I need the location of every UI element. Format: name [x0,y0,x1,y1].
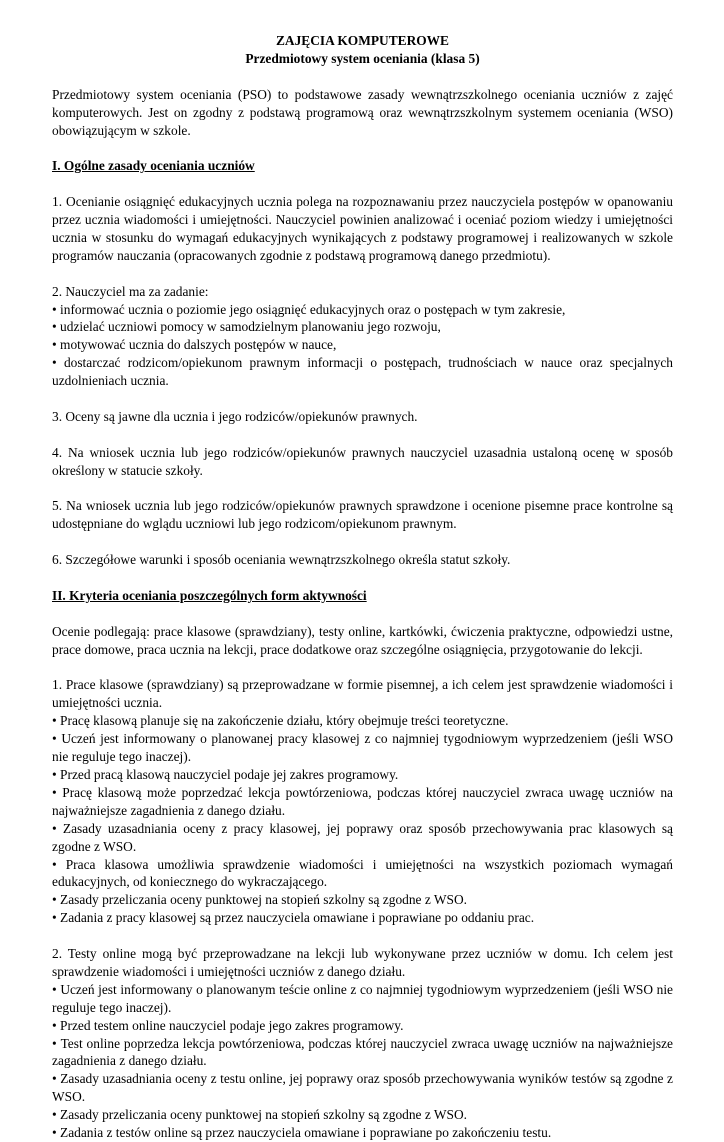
section-1-point-4: 4. Na wniosek ucznia lub jego rodziców/opiekunów prawnych nauczyciel uzasadnia ustaloną ocenę w sposób określony w statucie szkoły. [52,444,673,478]
list-item: • Przed pracą klasową nauczyciel podaje jej zakres programowy. [52,766,673,784]
section-1-point-5: 5. Na wniosek ucznia lub jego rodziców/opiekunów prawnych sprawdzone i ocenione pisemne prace kontrolne są udostępniane do wglądu uczniowi lub jego rodzicom/opiekunom prawnym. [52,498,673,532]
section-1-heading: I. Ogólne zasady oceniania uczniów [52,158,255,174]
section-1-point-6: 6. Szczegółowe warunki i sposób oceniania wewnątrzszkolnego określa statut szkoły. [52,552,511,568]
document-page [52,32,673,1142]
list-item: • motywować ucznia do dalszych postępów w nauce, [52,336,673,354]
section-2-heading: II. Kryteria oceniania poszczególnych form aktywności [52,587,367,603]
list-item: • dostarczać rodzicom/opiekunom prawnym informacji o postępach, trudnościach w nauce oraz specjalnych uzdolnieniach ucznia. [52,354,673,390]
list-item: • Test online poprzedza lekcja powtórzeniowa, podczas której nauczyciel zwraca uwagę uczniów na najważniejsze zagadnienia z danego działu. [52,1035,673,1071]
list-item: • Praca klasowa umożliwia sprawdzenie wiadomości i umiejętności na wszystkich poziomach wymagań edukacyjnych, od koniecznego do wykraczającego. [52,856,673,892]
list-item: • Zasady przeliczania oceny punktowej na stopień szkolny są zgodne z WSO. [52,1106,673,1124]
list-item: • Zadania z testów online są przez nauczyciela omawiane i poprawiane po zakończeniu testu. [52,1124,673,1142]
section-1-point-1: 1. Ocenianie osiągnięć edukacyjnych ucznia polega na rozpoznawaniu przez nauczyciela postępów w opanowaniu przez ucznia wiadomości i umiejętności. Nauczyciel powinien analizować i oceniać poziom wiedzy i umiejętności ucznia w stosunku do wymagań edukacyjnych wynikających z podstawy programowej i realizowanych w szkole programów nauczania (opracowanych zgodnie z podstawą programową danego przedmiotu). [52,194,673,263]
list-item: • udzielać uczniowi pomocy w samodzielnym planowaniu jego rozwoju, [52,318,673,336]
list-item: • Pracę klasową planuje się na zakończenie działu, który obejmuje treści teoretyczne. [52,712,673,730]
section-2-point-1-lead: 1. Prace klasowe (sprawdziany) są przeprowadzane w formie pisemnej, a ich celem jest sprawdzenie wiadomości i umiejętności ucznia. [52,677,673,711]
list-item: • informować ucznia o poziomie jego osiągnięć edukacyjnych oraz o postępach w tym zakresie, [52,301,673,319]
list-item: • Uczeń jest informowany o planowanej pracy klasowej z co najmniej tygodniowym wyprzedzeniem (jeśli WSO nie reguluje tego inaczej). [52,730,673,766]
list-item: • Pracę klasową może poprzedzać lekcja powtórzeniowa, podczas której nauczyciel zwraca uwagę uczniów na najważniejsze zagadnienia z danego działu. [52,784,673,820]
section-2-point-2-lead: 2. Testy online mogą być przeprowadzane na lekcji lub wykonywane przez uczniów w domu. Ich celem jest sprawdzenie wiadomości i umiejętności uczniów z danego działu. [52,946,673,979]
section-2-intro: Ocenie podlegają: prace klasowe (sprawdziany), testy online, kartkówki, ćwiczenia praktyczne, odpowiedzi ustne, prace domowe, praca ucznia na lekcji, prace dodatkowe oraz szczególne osiągnięcia, przygotowanie do lekcji. [52,623,673,657]
section-1-point-3: 3. Oceny są jawne dla ucznia i jego rodziców/opiekunów prawnych. [52,408,418,424]
section-1-point-2-lead: 2. Nauczyciel ma za zadanie: [52,283,209,299]
list-item: • Przed testem online nauczyciel podaje jego zakres programowy. [52,1017,673,1035]
list-item: • Zasady uzasadniania oceny z testu online, jej poprawy oraz sposób przechowywania wyników testów są zgodne z WSO. [52,1070,673,1106]
list-item: • Uczeń jest informowany o planowanym teście online z co najmniej tygodniowym wyprzedzeniem (jeśli WSO nie reguluje tego inaczej). [52,981,673,1017]
intro-paragraph: Przedmiotowy system oceniania (PSO) to podstawowe zasady wewnątrzszkolnego oceniania uczniów z zajęć komputerowych. Jest on zgodny z podstawą programową oraz wewnątrzszkolnym systemem oceniania (WSO) obowiązującym w szkole. [52,86,673,138]
list-item: • Zasady przeliczania oceny punktowej na stopień szkolny są zgodne z WSO. [52,891,673,909]
document-title: ZAJĘCIA KOMPUTEROWE [276,33,449,48]
list-item: • Zasady uzasadniania oceny z pracy klasowej, jej poprawy oraz sposób przechowywania prac klasowych są zgodne z WSO. [52,820,673,856]
list-item: • Zadania z pracy klasowej są przez nauczyciela omawiane i poprawiane po oddaniu prac. [52,909,673,927]
document-subtitle: Przedmiotowy system oceniania (klasa 5) [245,50,480,66]
